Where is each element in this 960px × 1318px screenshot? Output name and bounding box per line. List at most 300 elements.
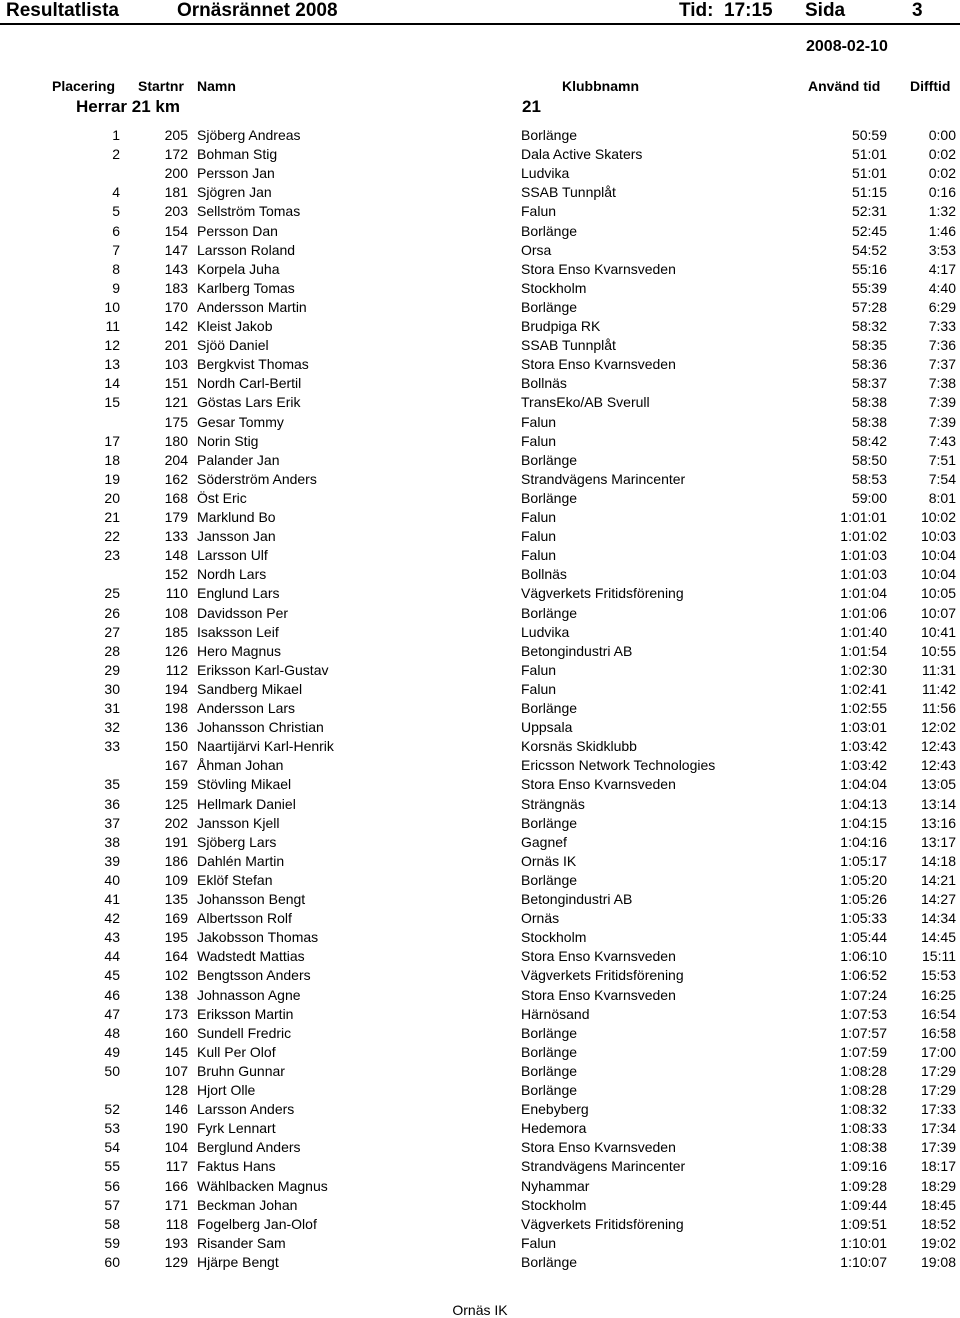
time-cell: 1:01:03 (840, 566, 887, 583)
diff-cell: 16:54 (920, 1005, 956, 1022)
diff-cell: 3:53 (928, 241, 956, 258)
placing-cell: 22 (104, 528, 120, 545)
result-row (0, 145, 960, 164)
name-cell: Hjärpe Bengt (197, 1253, 279, 1270)
club-cell: Stora Enso Kvarnsveden (521, 356, 676, 373)
club-cell: Betongindustri AB (521, 891, 633, 907)
time-cell: 58:37 (851, 375, 887, 392)
diff-cell: 8:01 (928, 489, 956, 506)
class-count: 21 (522, 97, 541, 116)
diff-cell: 10:41 (920, 623, 956, 640)
diff-cell: 17:29 (920, 1082, 956, 1098)
column-header-club: Klubbnamn (562, 78, 639, 94)
time-cell: 1:03:42 (840, 757, 887, 774)
result-row (0, 756, 960, 775)
club-cell: Ornäs (521, 910, 560, 927)
result-row (0, 374, 960, 393)
time-cell: 1:05:20 (840, 871, 887, 888)
placing-cell: 7 (112, 241, 120, 258)
name-cell: Faktus Hans (197, 1158, 276, 1175)
start-number-cell: 133 (164, 528, 188, 545)
start-number-cell: 193 (164, 1234, 188, 1251)
name-cell: Sjöö Daniel (197, 337, 269, 354)
result-row (0, 546, 960, 565)
diff-cell: 14:21 (920, 871, 956, 888)
class-name: Herrar 21 km (76, 97, 180, 116)
placing-cell: 15 (104, 394, 120, 411)
start-number-cell: 185 (164, 623, 188, 640)
name-cell: Norin Stig (197, 432, 259, 449)
club-cell: SSAB Tunnplåt (521, 184, 616, 201)
page-label: Sida (805, 0, 846, 21)
document-title: Resultatlista (6, 0, 119, 21)
placing-cell: 38 (104, 833, 120, 850)
diff-cell: 10:02 (920, 509, 956, 525)
placing-cell: 19 (104, 470, 120, 487)
diff-cell: 6:29 (928, 298, 956, 315)
result-row (0, 164, 960, 183)
time-cell: 1:01:02 (840, 528, 887, 545)
event-name: Ornäsrännet 2008 (177, 0, 338, 21)
name-cell: Berglund Anders (197, 1139, 301, 1156)
time-cell: 1:01:04 (840, 585, 887, 602)
time-value: 17:15 (724, 0, 773, 21)
time-cell: 1:09:28 (840, 1177, 887, 1194)
placing-cell: 41 (104, 891, 120, 907)
start-number-cell: 159 (164, 776, 188, 793)
diff-cell: 0:02 (928, 165, 956, 182)
start-number-cell: 200 (164, 165, 188, 182)
placing-cell: 32 (104, 719, 120, 736)
placing-cell: 56 (104, 1177, 120, 1194)
time-cell: 1:08:33 (840, 1120, 887, 1137)
time-cell: 58:42 (851, 432, 887, 449)
time-cell: 58:36 (851, 356, 887, 373)
diff-cell: 17:33 (920, 1101, 956, 1118)
time-cell: 1:03:42 (840, 738, 887, 755)
time-cell: 57:28 (851, 298, 887, 315)
time-cell: 50:59 (851, 127, 887, 143)
time-cell: 1:08:38 (840, 1139, 887, 1156)
club-cell: Borlänge (521, 700, 578, 716)
name-cell: Johansson Bengt (197, 891, 306, 907)
diff-cell: 10:55 (920, 642, 956, 659)
name-cell: Öst Eric (197, 489, 247, 506)
start-number-cell: 107 (164, 1062, 188, 1079)
name-cell: Larsson Roland (197, 241, 296, 258)
club-cell: Uppsala (521, 719, 573, 736)
placing-cell: 58 (104, 1215, 120, 1232)
diff-cell: 11:56 (922, 700, 956, 716)
club-cell: Stockholm (521, 1196, 587, 1213)
result-row (0, 909, 960, 928)
start-number-cell: 186 (164, 852, 188, 869)
result-row (0, 451, 960, 470)
club-cell: Bollnäs (521, 375, 567, 392)
placing-cell: 12 (104, 337, 120, 354)
time-cell: 1:10:01 (840, 1234, 887, 1251)
placing-cell: 26 (104, 604, 120, 621)
club-cell: Stora Enso Kvarnsveden (521, 260, 676, 277)
club-cell: Ornäs IK (521, 852, 577, 869)
time-cell: 1:05:44 (840, 929, 887, 946)
result-row (0, 584, 960, 603)
result-row (0, 470, 960, 489)
club-cell: Brudpiga RK (521, 318, 601, 334)
result-row (0, 508, 960, 527)
diff-cell: 14:18 (920, 852, 956, 869)
time-cell: 58:38 (851, 413, 887, 430)
time-cell: 51:01 (851, 146, 887, 163)
name-cell: Palander Jan (197, 451, 280, 468)
result-row (0, 298, 960, 317)
club-cell: Härnösand (521, 1005, 590, 1022)
name-cell: Naartijärvi Karl-Henrik (197, 738, 334, 755)
name-cell: Stövling Mikael (197, 776, 292, 793)
name-cell: Hjort Olle (197, 1082, 256, 1098)
result-row (0, 1024, 960, 1043)
column-header-name: Namn (197, 78, 236, 94)
result-row (0, 718, 960, 737)
name-cell: Eklöf Stefan (197, 871, 273, 888)
result-row (0, 222, 960, 241)
footer-club: Ornäs IK (452, 1302, 508, 1318)
name-cell: Sjöberg Lars (197, 833, 277, 850)
name-cell: Andersson Lars (197, 700, 296, 716)
placing-cell: 59 (104, 1234, 120, 1251)
diff-cell: 17:39 (920, 1139, 956, 1156)
start-number-cell: 204 (164, 451, 188, 468)
name-cell: Nordh Carl-Bertil (197, 375, 302, 392)
club-cell: Borlänge (521, 814, 578, 831)
time-cell: 51:15 (851, 184, 887, 201)
start-number-cell: 181 (164, 184, 188, 201)
club-cell: Falun (521, 509, 557, 525)
name-cell: Jakobsson Thomas (197, 929, 319, 946)
start-number-cell: 154 (164, 222, 188, 239)
club-cell: Strandvägens Marincenter (521, 1158, 686, 1175)
diff-cell: 7:33 (928, 318, 956, 334)
club-cell: Borlänge (521, 489, 578, 506)
result-row (0, 871, 960, 890)
name-cell: Isaksson Leif (197, 623, 279, 640)
time-cell: 1:08:28 (840, 1062, 887, 1079)
diff-cell: 11:42 (922, 680, 956, 697)
name-cell: Bergkvist Thomas (197, 356, 309, 373)
time-cell: 1:07:24 (840, 986, 887, 1003)
name-cell: Larsson Ulf (197, 547, 268, 564)
placing-cell: 10 (104, 298, 120, 315)
start-number-cell: 103 (164, 356, 188, 373)
placing-cell: 2 (112, 146, 120, 163)
diff-cell: 13:16 (920, 814, 956, 831)
start-number-cell: 164 (164, 948, 188, 965)
time-cell: 58:53 (851, 470, 887, 487)
result-row (0, 737, 960, 756)
start-number-cell: 195 (164, 929, 188, 946)
name-cell: Bohman Stig (197, 146, 278, 163)
name-cell: Sandberg Mikael (197, 680, 303, 697)
start-number-cell: 104 (164, 1139, 188, 1156)
club-cell: Vägverkets Fritidsförening (521, 967, 684, 984)
time-cell: 1:01:06 (840, 604, 887, 621)
name-cell: Eriksson Karl-Gustav (197, 661, 329, 678)
time-cell: 1:05:26 (840, 891, 887, 907)
diff-cell: 15:11 (922, 948, 956, 965)
result-row (0, 1005, 960, 1024)
name-cell: Johnasson Agne (197, 986, 301, 1003)
time-cell: 1:05:33 (840, 910, 887, 927)
club-cell: Strandvägens Marincenter (521, 470, 686, 487)
name-cell: Englund Lars (197, 585, 280, 602)
name-cell: Korpela Juha (197, 260, 280, 277)
diff-cell: 18:52 (920, 1215, 956, 1232)
club-cell: Stockholm (521, 929, 587, 946)
name-cell: Kull Per Olof (197, 1043, 276, 1060)
club-cell: Falun (521, 528, 557, 545)
name-cell: Karlberg Tomas (197, 279, 295, 296)
club-cell: Nyhammar (521, 1177, 590, 1194)
start-number-cell: 160 (164, 1024, 188, 1041)
club-cell: Betongindustri AB (521, 642, 633, 659)
diff-cell: 1:32 (928, 203, 956, 220)
diff-cell: 17:34 (920, 1120, 956, 1137)
diff-cell: 12:02 (920, 719, 956, 736)
column-header-diff: Difftid (910, 78, 951, 94)
name-cell: Bengtsson Anders (197, 967, 311, 984)
placing-cell: 8 (112, 260, 120, 277)
start-number-cell: 121 (164, 394, 188, 411)
diff-cell: 4:17 (928, 260, 956, 277)
start-number-cell: 171 (164, 1196, 188, 1213)
club-cell: Borlänge (521, 222, 578, 239)
result-row (0, 1215, 960, 1234)
club-cell: Stora Enso Kvarnsveden (521, 948, 676, 965)
result-row (0, 1100, 960, 1119)
time-cell: 1:09:16 (840, 1158, 887, 1175)
start-number-cell: 190 (164, 1120, 188, 1137)
time-cell: 58:50 (851, 451, 887, 468)
club-cell: Stora Enso Kvarnsveden (521, 776, 676, 793)
name-cell: Fogelberg Jan-Olof (197, 1215, 317, 1232)
diff-cell: 10:05 (920, 585, 956, 602)
name-cell: Bruhn Gunnar (197, 1062, 285, 1079)
time-cell: 58:35 (851, 337, 887, 354)
start-number-cell: 201 (164, 337, 188, 354)
result-row (0, 928, 960, 947)
placing-cell: 40 (104, 871, 120, 888)
result-row (0, 699, 960, 718)
start-number-cell: 151 (164, 375, 188, 392)
start-number-cell: 148 (164, 547, 188, 564)
start-number-cell: 194 (164, 680, 188, 697)
placing-cell: 55 (104, 1158, 120, 1175)
diff-cell: 14:34 (920, 910, 956, 927)
time-cell: 1:04:13 (840, 795, 887, 812)
placing-cell: 47 (104, 1005, 120, 1022)
club-cell: Hedemora (521, 1120, 587, 1137)
placing-cell: 45 (104, 967, 120, 984)
placing-cell: 25 (104, 585, 120, 602)
club-cell: Ludvika (521, 623, 570, 640)
placing-cell: 1 (112, 127, 120, 143)
name-cell: Nordh Lars (197, 566, 267, 583)
column-header-start-no: Startnr (138, 78, 184, 94)
club-cell: Borlänge (521, 451, 578, 468)
result-row (0, 1119, 960, 1138)
club-cell: Vägverkets Fritidsförening (521, 585, 684, 602)
name-cell: Albertsson Rolf (197, 910, 292, 927)
diff-cell: 7:43 (928, 432, 956, 449)
result-row (0, 202, 960, 221)
result-row (0, 393, 960, 412)
result-row (0, 183, 960, 202)
placing-cell: 6 (112, 222, 120, 239)
diff-cell: 7:36 (928, 337, 956, 354)
result-row (0, 489, 960, 508)
date: 2008-02-10 (806, 38, 888, 55)
diff-cell: 19:08 (920, 1253, 956, 1270)
diff-cell: 4:40 (928, 279, 956, 296)
time-cell: 54:52 (851, 241, 887, 258)
club-cell: Borlänge (521, 871, 578, 888)
diff-cell: 0:02 (928, 146, 956, 163)
name-cell: Persson Dan (197, 222, 278, 239)
club-cell: Falun (521, 1234, 557, 1251)
start-number-cell: 167 (164, 757, 188, 774)
placing-cell: 28 (104, 642, 120, 659)
diff-cell: 12:43 (920, 738, 956, 755)
name-cell: Dahlén Martin (197, 852, 285, 869)
time-cell: 1:10:07 (840, 1253, 887, 1270)
name-cell: Hero Magnus (197, 642, 282, 659)
start-number-cell: 102 (164, 967, 188, 984)
diff-cell: 7:51 (928, 451, 956, 468)
placing-cell: 20 (104, 489, 120, 506)
placing-cell: 11 (105, 318, 120, 334)
placing-cell: 31 (104, 700, 120, 716)
placing-cell: 43 (104, 929, 120, 946)
placing-cell: 60 (104, 1253, 120, 1270)
club-cell: Falun (521, 680, 557, 697)
placing-cell: 49 (104, 1043, 120, 1060)
club-cell: Gagnef (521, 833, 567, 850)
placing-cell: 14 (104, 375, 120, 392)
time-cell: 51:01 (851, 165, 887, 182)
placing-cell: 48 (104, 1024, 120, 1041)
placing-cell: 52 (104, 1101, 120, 1118)
start-number-cell: 126 (164, 642, 188, 659)
placing-cell: 53 (104, 1120, 120, 1137)
result-row (0, 317, 960, 336)
result-row (0, 947, 960, 966)
time-cell: 52:31 (851, 203, 887, 220)
diff-cell: 19:02 (920, 1234, 956, 1251)
start-number-cell: 180 (164, 432, 188, 449)
result-row (0, 795, 960, 814)
start-number-cell: 118 (165, 1215, 188, 1232)
club-cell: Orsa (521, 241, 552, 258)
start-number-cell: 128 (164, 1082, 188, 1098)
start-number-cell: 183 (164, 279, 188, 296)
diff-cell: 7:54 (928, 470, 956, 487)
start-number-cell: 142 (164, 318, 188, 334)
result-row (0, 355, 960, 374)
start-number-cell: 125 (164, 795, 188, 812)
start-number-cell: 173 (164, 1005, 188, 1022)
placing-cell: 30 (104, 680, 120, 697)
result-row (0, 527, 960, 546)
start-number-cell: 150 (164, 738, 188, 755)
time-cell: 55:16 (851, 260, 887, 277)
time-cell: 1:07:53 (840, 1005, 887, 1022)
name-cell: Fyrk Lennart (197, 1120, 276, 1137)
column-header-placing: Placering (52, 78, 116, 94)
diff-cell: 7:37 (928, 356, 956, 373)
result-row (0, 852, 960, 871)
start-number-cell: 152 (164, 566, 188, 583)
name-cell: Wadstedt Mattias (197, 948, 305, 965)
placing-cell: 18 (104, 451, 120, 468)
start-number-cell: 203 (164, 203, 188, 220)
name-cell: Sjöberg Andreas (197, 127, 301, 143)
placing-cell: 37 (104, 814, 120, 831)
start-number-cell: 162 (164, 470, 188, 487)
result-row (0, 565, 960, 584)
placing-cell: 44 (104, 948, 120, 965)
start-number-cell: 191 (164, 833, 188, 850)
diff-cell: 11:31 (922, 661, 956, 678)
placing-cell: 9 (112, 279, 120, 296)
club-cell: Bollnäs (521, 566, 567, 583)
diff-cell: 13:05 (920, 776, 956, 793)
time-cell: 1:02:30 (840, 661, 887, 678)
diff-cell: 1:46 (928, 222, 956, 239)
result-row (0, 604, 960, 623)
time-cell: 1:08:28 (840, 1082, 887, 1098)
time-cell: 1:06:52 (840, 967, 887, 984)
club-cell: Falun (521, 661, 557, 678)
placing-cell: 13 (104, 356, 120, 373)
start-number-cell: 166 (164, 1177, 188, 1194)
result-row (0, 1043, 960, 1062)
club-cell: Borlänge (521, 1043, 578, 1060)
name-cell: Gesar Tommy (197, 413, 284, 430)
start-number-cell: 179 (164, 509, 188, 525)
diff-cell: 18:29 (920, 1177, 956, 1194)
club-cell: Falun (521, 432, 557, 449)
diff-cell: 7:39 (928, 413, 956, 430)
result-row (0, 1157, 960, 1176)
result-row (0, 1196, 960, 1215)
result-row (0, 986, 960, 1005)
diff-cell: 17:29 (920, 1062, 956, 1079)
result-row (0, 260, 960, 279)
diff-cell: 0:00 (928, 127, 956, 143)
placing-cell: 36 (104, 795, 120, 812)
name-cell: Söderström Anders (197, 470, 317, 487)
start-number-cell: 147 (164, 241, 188, 258)
time-cell: 1:01:03 (840, 547, 887, 564)
placing-cell: 21 (104, 509, 120, 525)
club-cell: Borlänge (521, 1062, 578, 1079)
time-cell: 1:07:57 (840, 1024, 887, 1041)
diff-cell: 18:45 (920, 1196, 956, 1213)
time-cell: 52:45 (851, 222, 887, 239)
name-cell: Åhman Johan (197, 757, 284, 774)
time-cell: 58:32 (851, 318, 887, 334)
club-cell: Dala Active Skaters (521, 146, 643, 163)
